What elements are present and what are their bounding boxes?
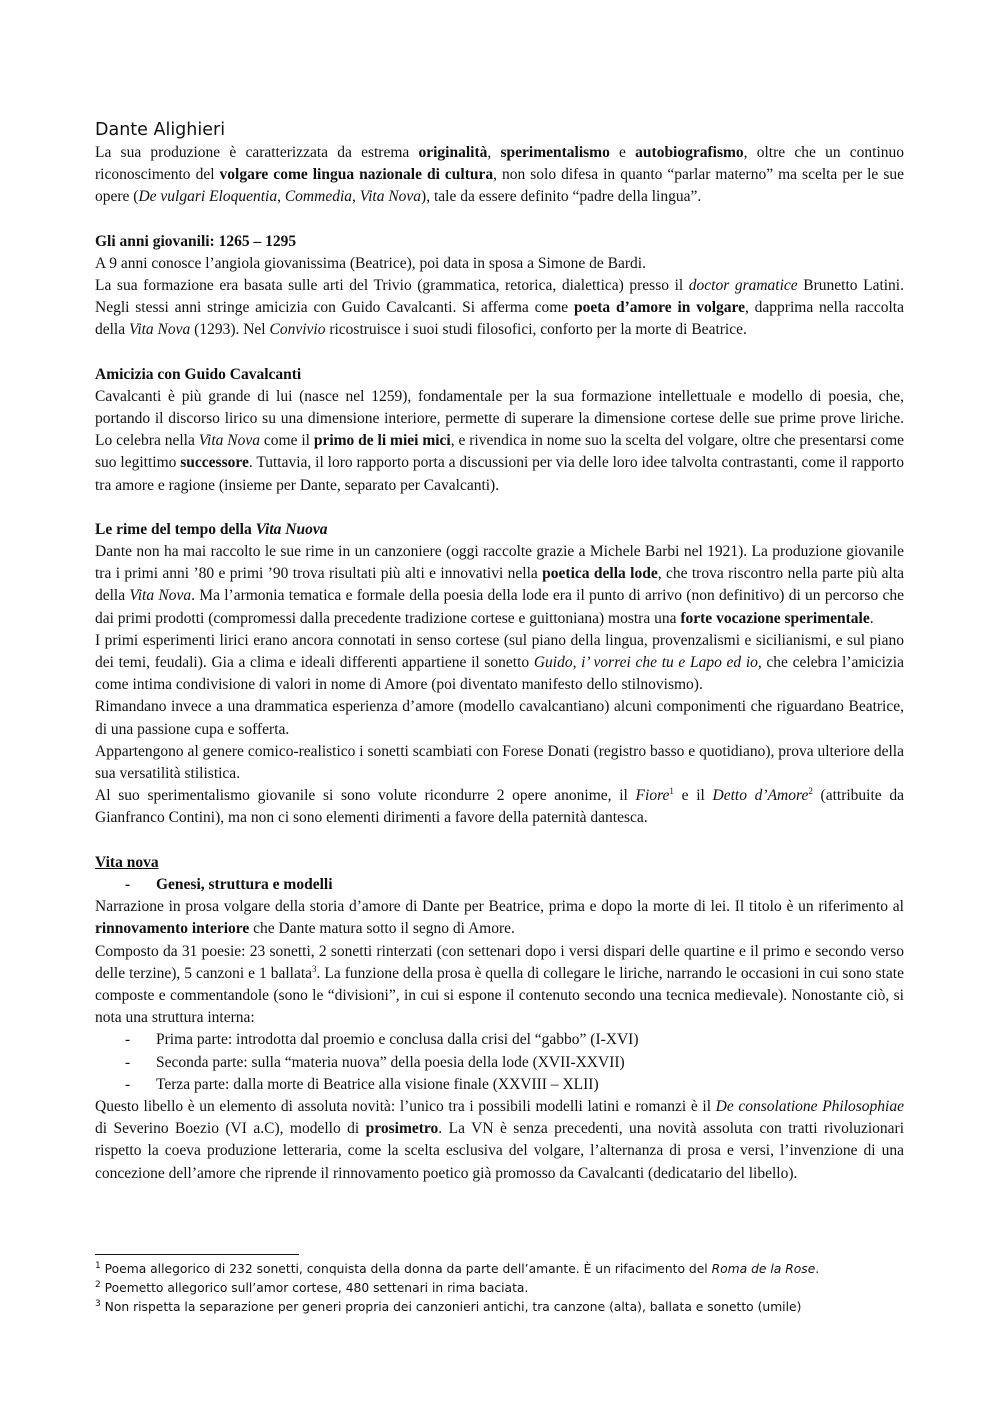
italic-text: Vita Nuova	[255, 520, 328, 538]
section-heading-vitanova: Vita nova	[95, 853, 159, 871]
rime-paragraph-3: Rimandano invece a una drammatica esperienza d’amore (modello cavalcantiano) alcuni componimenti che riguardano Beatrice, di una passione cupa e sofferta.	[95, 698, 904, 738]
text: Poema allegorico di 232 sonetti, conquista della donna da parte dell’amante. È un rifacimento del	[104, 1262, 712, 1276]
list-item-text: Prima parte: introdotta dal proemio e conclusa dalla crisi del “gabbo” (I-XVI)	[156, 1031, 639, 1049]
vitanova-paragraph-3	[95, 1096, 904, 1185]
text: Al suo sperimentalismo giovanile si sono volute ricondurre 2 opere anonime, il	[95, 787, 636, 805]
italic-text: Convivio	[269, 321, 326, 339]
bold-text: originalità	[418, 144, 488, 161]
dash-bullet: -	[125, 1075, 131, 1093]
list-item-text: Seconda parte: sulla “materia nuova” della poesia della lode (XVII-XXVII)	[156, 1053, 625, 1071]
rime-paragraph-1	[95, 541, 904, 630]
footnote-number: 3	[95, 1299, 101, 1309]
text: Composto da 31 poesie: 23 sonetti, 2 sonetti rinterzati (con settenari dopo i versi dispari delle quartine e il primo e secondo verso delle terzine), 5 canzoni e 1 ballata	[95, 942, 904, 982]
text: Dante non ha mai raccolto le sue rime in un canzoniere (oggi raccolte grazie a Michele Barbi nel 1921). La produzione giovanile tra i primi anni ’80 e primi ’90 trova risultati più alti e innovativi nella	[95, 543, 904, 583]
text: (1293). Nel	[190, 321, 270, 339]
text: La sua formazione era basata sulle arti del Trivio (grammatica, retorica, dialettica) presso il	[95, 277, 689, 295]
text: ,	[487, 144, 501, 161]
text: Questo libello è un elemento di assoluta novità: l’unico tra i possibili modelli latini e romanzi è il	[95, 1097, 716, 1115]
text: (attribuite da Gianfranco Contini), ma non ci sono elementi dirimenti a favore della paternità dantesca.	[95, 787, 904, 827]
bold-text: rinnovamento interiore	[95, 920, 250, 938]
list-item	[95, 1029, 904, 1051]
text: Narrazione in prosa volgare della storia d’amore di Dante per Beatrice, prima e dopo la morte di lei. Il titolo è un riferimento al	[95, 898, 904, 916]
dash-bullet: -	[125, 1053, 131, 1071]
document-title: Dante Alighieri	[95, 120, 226, 140]
footnote-ref[interactable]: 1	[669, 786, 674, 797]
text: I primi esperimenti lirici erano ancora connotati in senso cortese (sul piano della lingua, provenzalismi e sicilianismi, e sul piano dei temi, feudali). Gia a clima e ideali differenti appartiene il sonetto	[95, 631, 904, 672]
text: e il	[673, 787, 713, 805]
footnote-2	[95, 1279, 904, 1298]
bold-text: prosimetro	[365, 1120, 439, 1138]
text: . Ma l’armonia tematica e formale della poesia della lode era il punto di arrivo (non definitivo) di un percorso che dai primi prodotti (compromessi dalla precedente tradizione cortese e guittoniana) mostra una	[95, 587, 905, 627]
bold-text: sperimentalismo	[500, 144, 610, 161]
text: ricostruisce i suoi studi filosofici, conforto per la morte di Beatrice.	[325, 321, 747, 339]
intro-paragraph	[95, 142, 904, 209]
bold-text: poeta d’amore in volgare	[574, 299, 745, 317]
list-item	[95, 1074, 904, 1096]
italic-text: De vulgari Eloquentia	[138, 188, 278, 206]
text: che Dante matura sotto il segno di Amore.	[249, 920, 515, 938]
text: La sua produzione è caratterizzata da estrema	[95, 144, 419, 161]
text: , e rivendica in nome suo la scelta del volgare, oltre che presentarsi come suo legittimo	[95, 432, 905, 472]
italic-text: Commedia	[284, 188, 353, 206]
text: .	[869, 609, 874, 627]
rime-paragraph-2	[95, 630, 904, 697]
giovanili-paragraph-1: A 9 anni conosce l’angiola giovanissima (Beatrice), poi data in sposa a Simone de Bardi.	[95, 254, 646, 272]
bold-text: poetica della lode	[542, 565, 658, 583]
list-item	[95, 1052, 904, 1074]
text: , che trova riscontro nella parte più alta della	[95, 565, 905, 605]
text: , dapprima nella raccolta della	[95, 299, 904, 339]
footnote-1	[95, 1260, 904, 1279]
text: Cavalcanti è più grande di lui (nasce nel 1259), fondamentale per la sua formazione intellettuale e modello di poesia, che, portando il discorso lirico su una dimensione interiore, permette di superare la dimensione cortese delle sue prime prove liriche. Lo celebra nella	[95, 387, 904, 450]
subheading-genesi: Genesi, struttura e modelli	[156, 875, 333, 893]
text: . Tuttavia, il loro rapporto porta a discussioni per via delle loro idee talvolta contrastanti, come il rapporto tra amore e ragione (insieme per Dante, separato per Cavalcanti).	[95, 454, 904, 494]
text: e	[609, 144, 636, 161]
italic-text: doctor gramatice	[688, 277, 798, 295]
list-item-text: Terza parte: dalla morte di Beatrice alla visione finale (XXVIII – XLII)	[156, 1075, 599, 1093]
bold-text: forte vocazione sperimentale	[680, 609, 870, 627]
italic-text: Guido, i’ vorrei che tu e Lapo ed io	[533, 654, 758, 672]
structure-list	[95, 1029, 904, 1096]
text: , che celebra l’amicizia come intima condivisione di valori in nome di Amore (poi diventato manifesto dello stilnovismo).	[95, 654, 904, 694]
text: ), tale da essere definito “padre della lingua”.	[421, 188, 702, 206]
section-heading-amicizia: Amicizia con Guido Cavalcanti	[95, 365, 302, 383]
italic-text: Vita Nova	[129, 321, 191, 339]
giovanili-paragraph-2	[95, 275, 904, 342]
document-page	[95, 118, 904, 1185]
text: .	[815, 1262, 820, 1276]
subheading-item	[95, 874, 904, 896]
footnote-number: 2	[95, 1280, 101, 1290]
dash-bullet: -	[125, 875, 131, 893]
italic-text: Detto d’Amore	[712, 787, 809, 805]
text: come il	[260, 432, 314, 450]
footnote-separator	[95, 1254, 299, 1255]
text: Non rispetta la separazione per generi propria dei canzonieri antichi, tra canzone (alta), ballata e sonetto (umile)	[104, 1300, 802, 1314]
italic-text: Vita Nova	[198, 432, 260, 450]
bold-text: volgare come lingua nazionale di cultura	[219, 166, 494, 184]
rime-paragraph-5	[95, 785, 904, 829]
text: Poemetto allegorico sull’amor cortese, 480 settenari in rima baciata.	[104, 1281, 529, 1295]
vitanova-paragraph-2	[95, 941, 904, 1030]
dash-bullet: -	[125, 1031, 131, 1049]
text: . La funzione della prosa è quella di collegare le liriche, narrando le occasioni in cui sono state composte e commentandole (sono le “divisioni”, in cui si espone il contenuto secondo una tecnica medievale). Nonostante ciò, si nota una struttura interna:	[95, 964, 904, 1027]
text: Le rime del tempo della	[95, 520, 256, 538]
italic-text: Roma de la Rose	[711, 1262, 816, 1276]
bold-text: primo de li miei mici	[313, 432, 451, 450]
italic-text: Vita Nova	[359, 188, 422, 206]
footnotes	[95, 1254, 904, 1317]
italic-text: Fiore	[635, 787, 670, 805]
section-heading-rime	[95, 519, 904, 541]
rime-paragraph-4: Appartengono al genere comico-realistico i sonetti scambiati con Forese Donati (registro basso e quotidiano), prova ulteriore della sua versatilità stilistica.	[95, 742, 904, 783]
footnote-ref[interactable]: 3	[312, 963, 317, 974]
bold-text: autobiografismo	[635, 144, 744, 161]
text: , oltre che un continuo riconoscimento del	[95, 144, 905, 184]
footnote-3	[95, 1298, 904, 1317]
spacer	[95, 830, 904, 852]
italic-text: De consolatione Philosophiae	[715, 1097, 904, 1115]
text: , non solo difesa in quanto “parlar materno” ma scelta per le sue opere (	[95, 166, 904, 206]
text: . La VN è senza precedenti, una novità assoluta con tratti rivoluzionari rispetto la coeva produzione letteraria, come la scelta esclusiva del volgare, l’alternanza di prosa e versi, l’invenzione di una concezione dell’amore che riprende il rinnovamento poetico già promosso da Cavalcanti (dedicatario del libello).	[95, 1120, 904, 1182]
amicizia-paragraph	[95, 386, 904, 497]
bold-text: successore	[180, 454, 249, 472]
subheading-list	[95, 874, 904, 896]
section-heading-giovanili: Gli anni giovanili: 1265 – 1295	[95, 232, 297, 250]
text: ,	[277, 188, 285, 206]
spacer	[95, 209, 904, 231]
footnote-ref[interactable]: 2	[808, 786, 813, 797]
text: di Severino Boezio (VI a.C), modello di	[95, 1120, 366, 1138]
vitanova-paragraph-1	[95, 896, 904, 940]
footnote-number: 1	[95, 1261, 101, 1271]
spacer	[95, 497, 904, 519]
italic-text: Vita Nova	[129, 587, 192, 605]
text: ,	[352, 188, 360, 206]
spacer	[95, 342, 904, 364]
text: Brunetto Latini. Negli stessi anni stringe amicizia con Guido Cavalcanti. Si afferma come	[95, 277, 904, 317]
